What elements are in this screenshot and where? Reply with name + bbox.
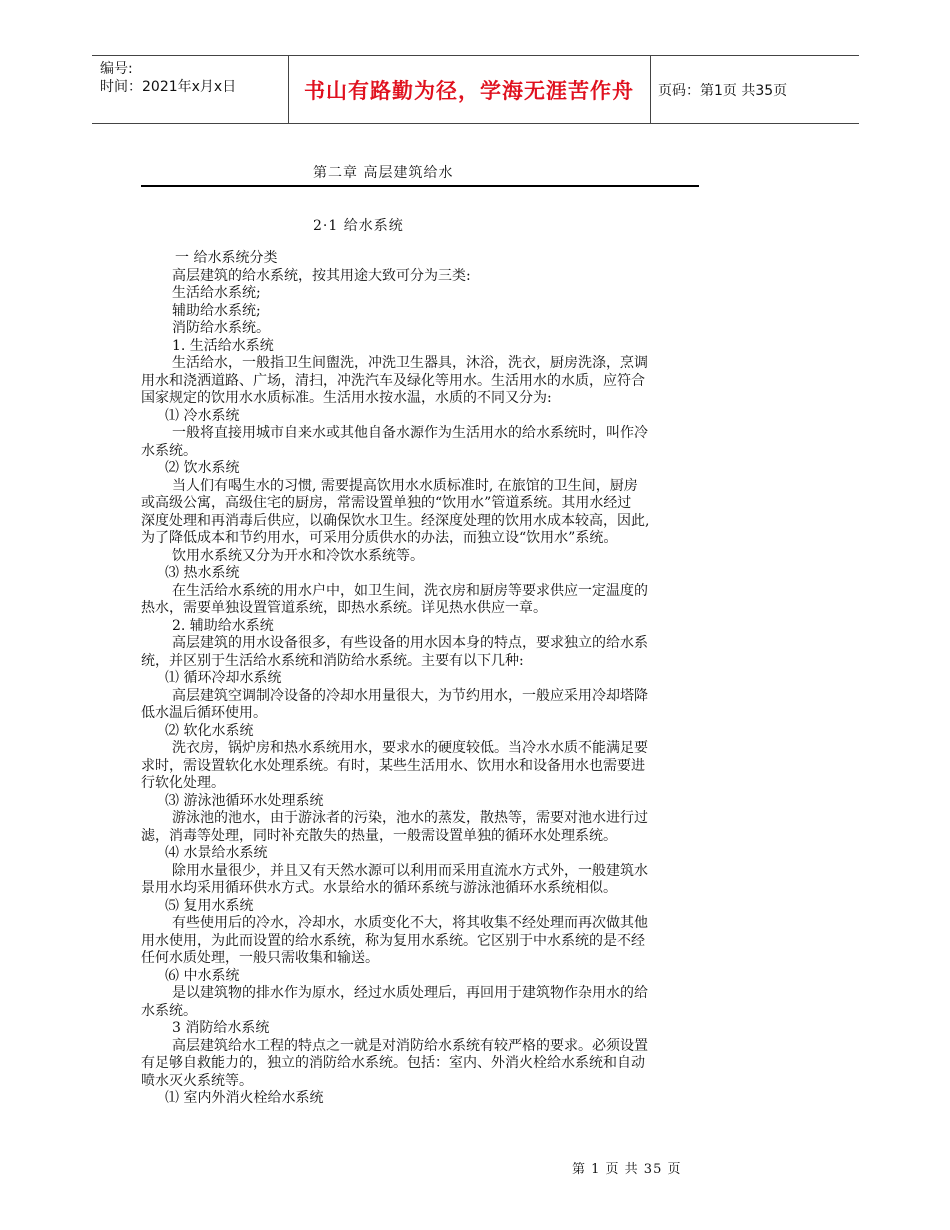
header-meta — [100, 60, 236, 96]
body-line: ⑷ 水景给水系统 — [165, 845, 268, 861]
body-line: 在生活给水系统的用水户中，如卫生间，洗衣房和厨房等要求供应一定温度的 — [172, 582, 648, 599]
body-line: 水系统。 — [141, 442, 197, 459]
body-line: 任何水质处理，一般只需收集和输送。 — [141, 950, 379, 966]
number-label: 编号: — [100, 61, 133, 77]
body-line: ⑹ 中水系统 — [165, 967, 240, 984]
body-line: 一般将直接用城市自来水或其他自备水源作为生活用水的给水系统时，叫作冷 — [172, 425, 648, 441]
body-line: 用水使用，为此而设置的给水系统，称为复用水系统。它区别于中水系统的是不经 — [141, 932, 645, 949]
body-line: 辅助给水系统; — [172, 302, 261, 319]
body-line: ⑵ 软化水系统 — [165, 722, 254, 739]
body-line: 生活给水，一般指卫生间盥洗，冲洗卫生器具，沐浴，洗衣，厨房洗涤，烹调 — [172, 355, 648, 371]
body-line: 消防给水系统。 — [172, 320, 270, 336]
time-label: 时间：2021年x月x日 — [100, 79, 237, 95]
body-line: ⑶ 游泳池循环水处理系统 — [165, 792, 324, 809]
body-line: ⑶ 热水系统 — [165, 565, 240, 581]
body-line: 热水，需要单独设置管道系统，即热水系统。详见热水供应一章。 — [141, 600, 547, 616]
body-line: 滤，消毒等处理，同时补充散失的热量，一般需设置单独的循环水处理系统。 — [141, 827, 617, 844]
body-line: ⑴ 循环冷却水系统 — [165, 670, 282, 686]
body-line: 求时，需设置软化水处理系统。有时，某些生活用水、饮用水和设备用水也需要进 — [141, 757, 645, 774]
body-line: 当人们有喝生水的习惯, 需要提高饮用水水质标准时, 在旅馆的卫生间，厨房 — [172, 477, 638, 494]
body-line: 饮用水系统又分为开水和冷饮水系统等。 — [172, 547, 424, 564]
title-rule — [141, 185, 699, 187]
page-footer: 第 1 页 共 35 页 — [572, 1162, 682, 1177]
body-line: 一 给水系统分类 — [175, 250, 278, 266]
page-header — [92, 55, 859, 124]
body-line: ⑵ 饮水系统 — [165, 460, 240, 476]
body-line: 行软化处理。 — [141, 775, 225, 791]
body-line: 3 消防给水系统 — [172, 1020, 270, 1036]
body-line: 有足够自救能力的，独立的消防给水系统。包括：室内、外消火栓给水系统和自动 — [141, 1055, 645, 1071]
body-line: 高层建筑的给水系统，按其用途大致可分为三类: — [172, 267, 471, 284]
body-line: 除用水量很少，并且又有天然水源可以利用而采用直流水方式外，一般建筑水 — [172, 862, 648, 879]
body-line: 2. 辅助给水系统 — [172, 617, 274, 634]
chapter-title: 第二章 高层建筑给水 — [313, 165, 454, 181]
body-line: 喷水灭火系统等。 — [141, 1072, 253, 1089]
body-line: ⑴ 冷水系统 — [165, 407, 240, 424]
header-divider — [650, 56, 651, 123]
body-line: 为了降低成本和节约用水，可采用分质供水的办法，而独立设“饮用水”系统。 — [141, 530, 618, 546]
body-line: 是以建筑物的排水作为原水，经过水质处理后，再回用于建筑物作杂用水的给 — [172, 985, 648, 1001]
body-line: 洗衣房，锅炉房和热水系统用水，要求水的硬度较低。当冷水水质不能满足要 — [172, 740, 648, 756]
body-line: 高层建筑给水工程的特点之一就是对消防给水系统有较严格的要求。必须设置 — [172, 1037, 648, 1054]
body-line: 1. 生活给水系统 — [172, 337, 274, 354]
body-line: 统，并区别于生活给水系统和消防给水系统。主要有以下几种: — [141, 652, 524, 669]
body-line: 游泳池的池水，由于游泳者的污染，池水的蒸发，散热等，需要对池水进行过 — [172, 810, 648, 826]
body-line: 或高级公寓，高级住宅的厨房，常需设置单独的“饮用水”管道系统。其用水经过 — [141, 495, 632, 511]
body-line: 用水和浇洒道路、广场，清扫，冲洗汽车及绿化等用水。生活用水的水质，应符合 — [141, 372, 645, 389]
section-title: 2·1 给水系统 — [313, 218, 404, 234]
body-line: ⑸ 复用水系统 — [165, 897, 254, 914]
body-line: 高层建筑空调制冷设备的冷却水用量很大，为节约用水，一般应采用冷却塔降 — [172, 687, 648, 704]
body-line: 深度处理和再消毒后供应，以确保饮水卫生。经深度处理的饮用水成本较高，因此, — [141, 512, 650, 529]
header-page-info: 页码：第1页 共35页 — [658, 83, 788, 99]
body-line: 景用水均采用循环供水方式。水景给水的循环系统与游泳池循环水系统相似。 — [141, 880, 617, 896]
body-line: 高层建筑的用水设备很多，有些设备的用水因本身的特点，要求独立的给水系 — [172, 635, 648, 651]
body-line: 低水温后循环使用。 — [141, 705, 267, 721]
document-body — [141, 250, 701, 1108]
header-motto: 书山有路勤为径，学海无涯苦作舟 — [304, 78, 634, 103]
body-line: ⑴ 室内外消火栓给水系统 — [165, 1090, 324, 1106]
body-line: 有些使用后的冷水，冷却水，水质变化不大，将其收集不经处理而再次做其他 — [172, 915, 648, 931]
body-line: 国家规定的饮用水水质标准。生活用水按水温，水质的不同又分为: — [141, 390, 552, 406]
body-line: 生活给水系统; — [172, 285, 261, 301]
body-line: 水系统。 — [141, 1002, 197, 1019]
